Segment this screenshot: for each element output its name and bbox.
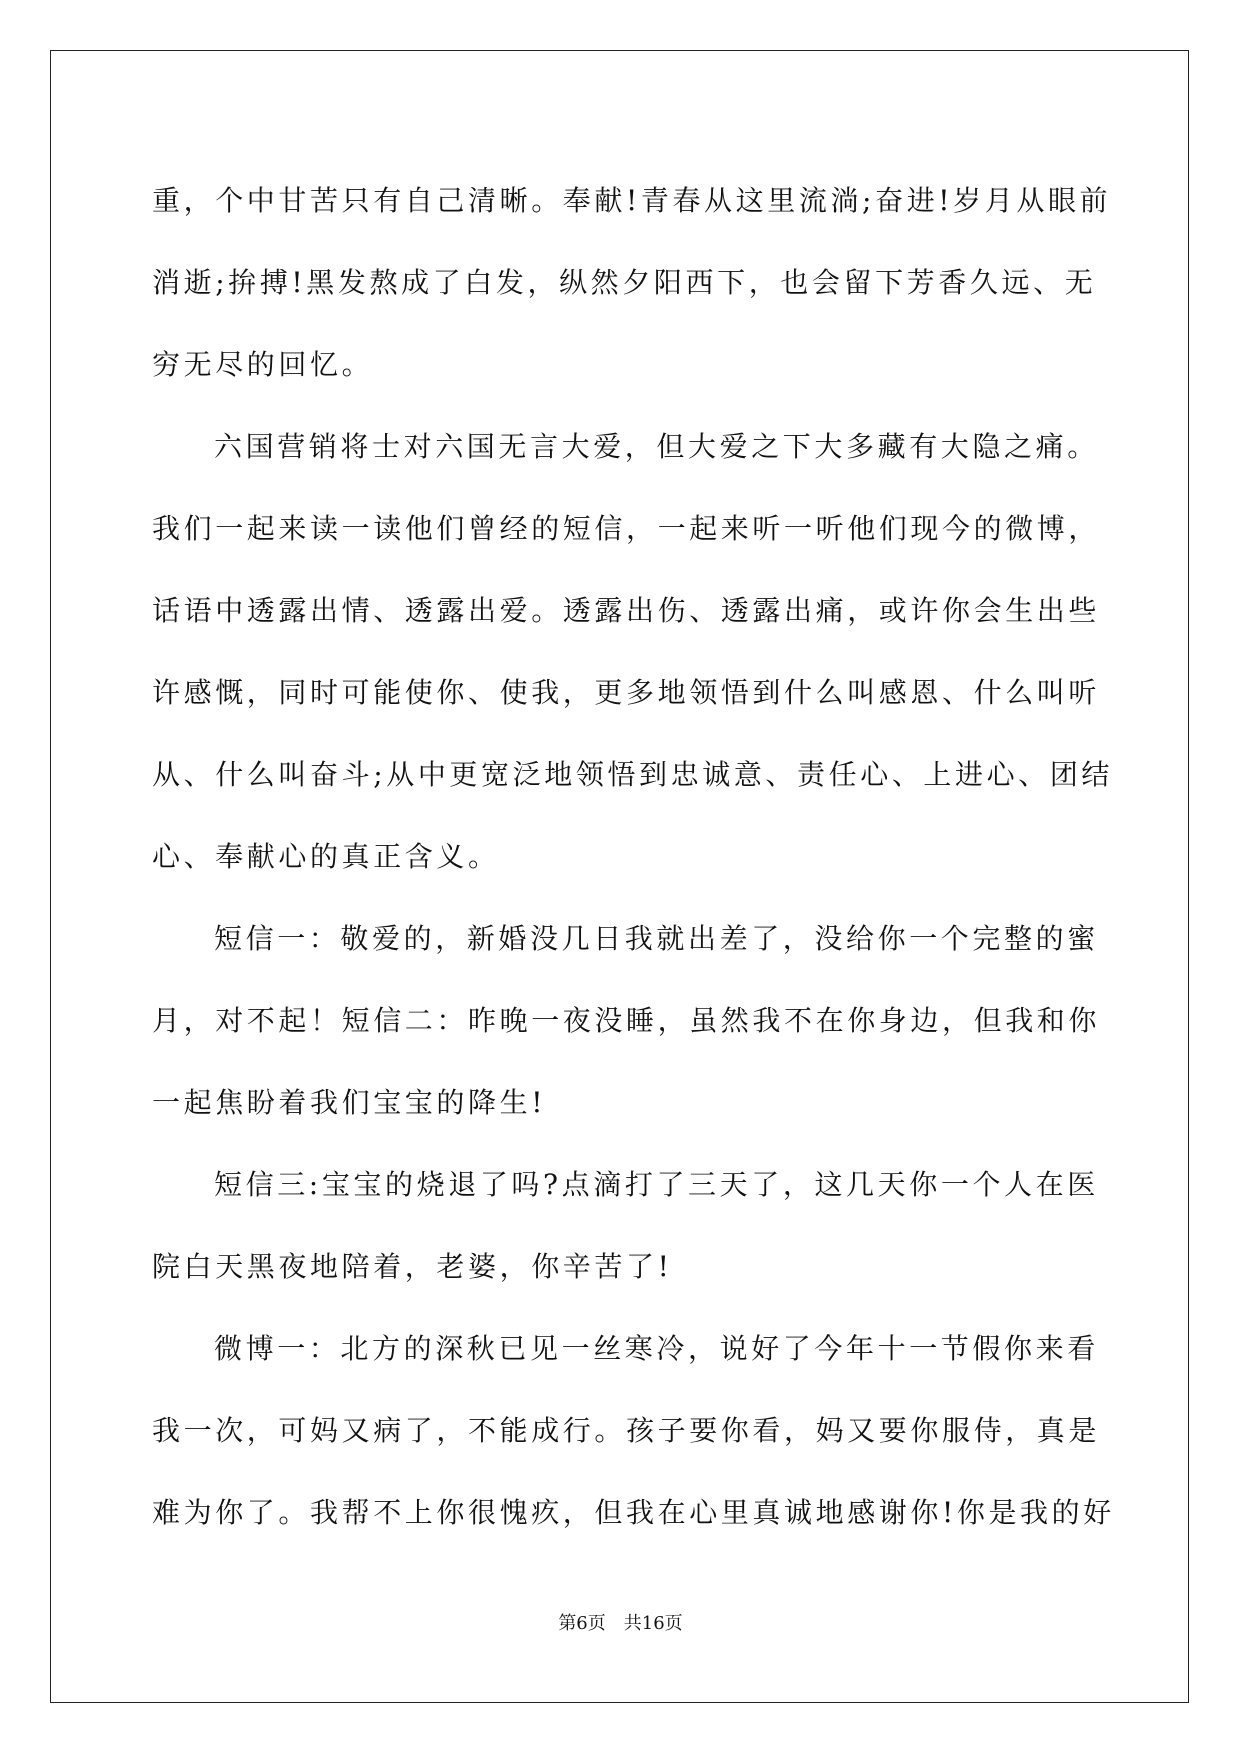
document-body (152, 160, 1115, 1554)
text-line: 月，对不起！短信二：昨晚一夜没睡，虽然我不在你身边，但我和你 (152, 1004, 1101, 1037)
text-line: 重，个中甘苦只有自己清晰。奉献!青春从这里流淌;奋进!岁月从眼前 (152, 184, 1112, 217)
text-line: 短信三:宝宝的烧退了吗?点滴打了三天了，这几天你一个人在医 (214, 1168, 1099, 1201)
text-line: 微博一：北方的深秋已见一丝寒冷，说好了今年十一节假你来看 (214, 1332, 1099, 1365)
text-line: 从、什么叫奋斗;从中更宽泛地领悟到忠诚意、责任心、上进心、团结 (152, 758, 1114, 791)
text-line: 许感慨，同时可能使你、使我，更多地领悟到什么叫感恩、什么叫听 (152, 676, 1101, 709)
text-line: 短信一：敬爱的，新婚没几日我就出差了，没给你一个完整的蜜 (214, 922, 1099, 955)
text-line: 穷无尽的回忆。 (152, 348, 374, 381)
text-line: 我们一起来读一读他们曾经的短信，一起来听一听他们现今的微博， (152, 512, 1101, 545)
text-line: 一起焦盼着我们宝宝的降生! (152, 1086, 547, 1119)
text-line: 话语中透露出情、透露出爱。透露出伤、透露出痛，或许你会生出些 (152, 594, 1101, 627)
text-line: 心、奉献心的真正含义。 (152, 840, 500, 873)
text-line: 我一次，可妈又病了，不能成行。孩子要你看，妈又要你服侍，真是 (152, 1414, 1101, 1447)
text-line: 难为你了。我帮不上你很愧疚，但我在心里真诚地感谢你!你是我的好 (152, 1496, 1115, 1529)
text-line: 六国营销将士对六国无言大爱，但大爱之下大多藏有大隐之痛。 (214, 430, 1099, 463)
text-line: 院白天黑夜地陪着，老婆，你辛苦了! (152, 1250, 673, 1283)
page-number-footer: 第6页 共16页 (558, 1613, 683, 1634)
text-line: 消逝;拚搏!黑发熬成了白发，纵然夕阳西下，也会留下芳香久远、无 (152, 266, 1097, 299)
